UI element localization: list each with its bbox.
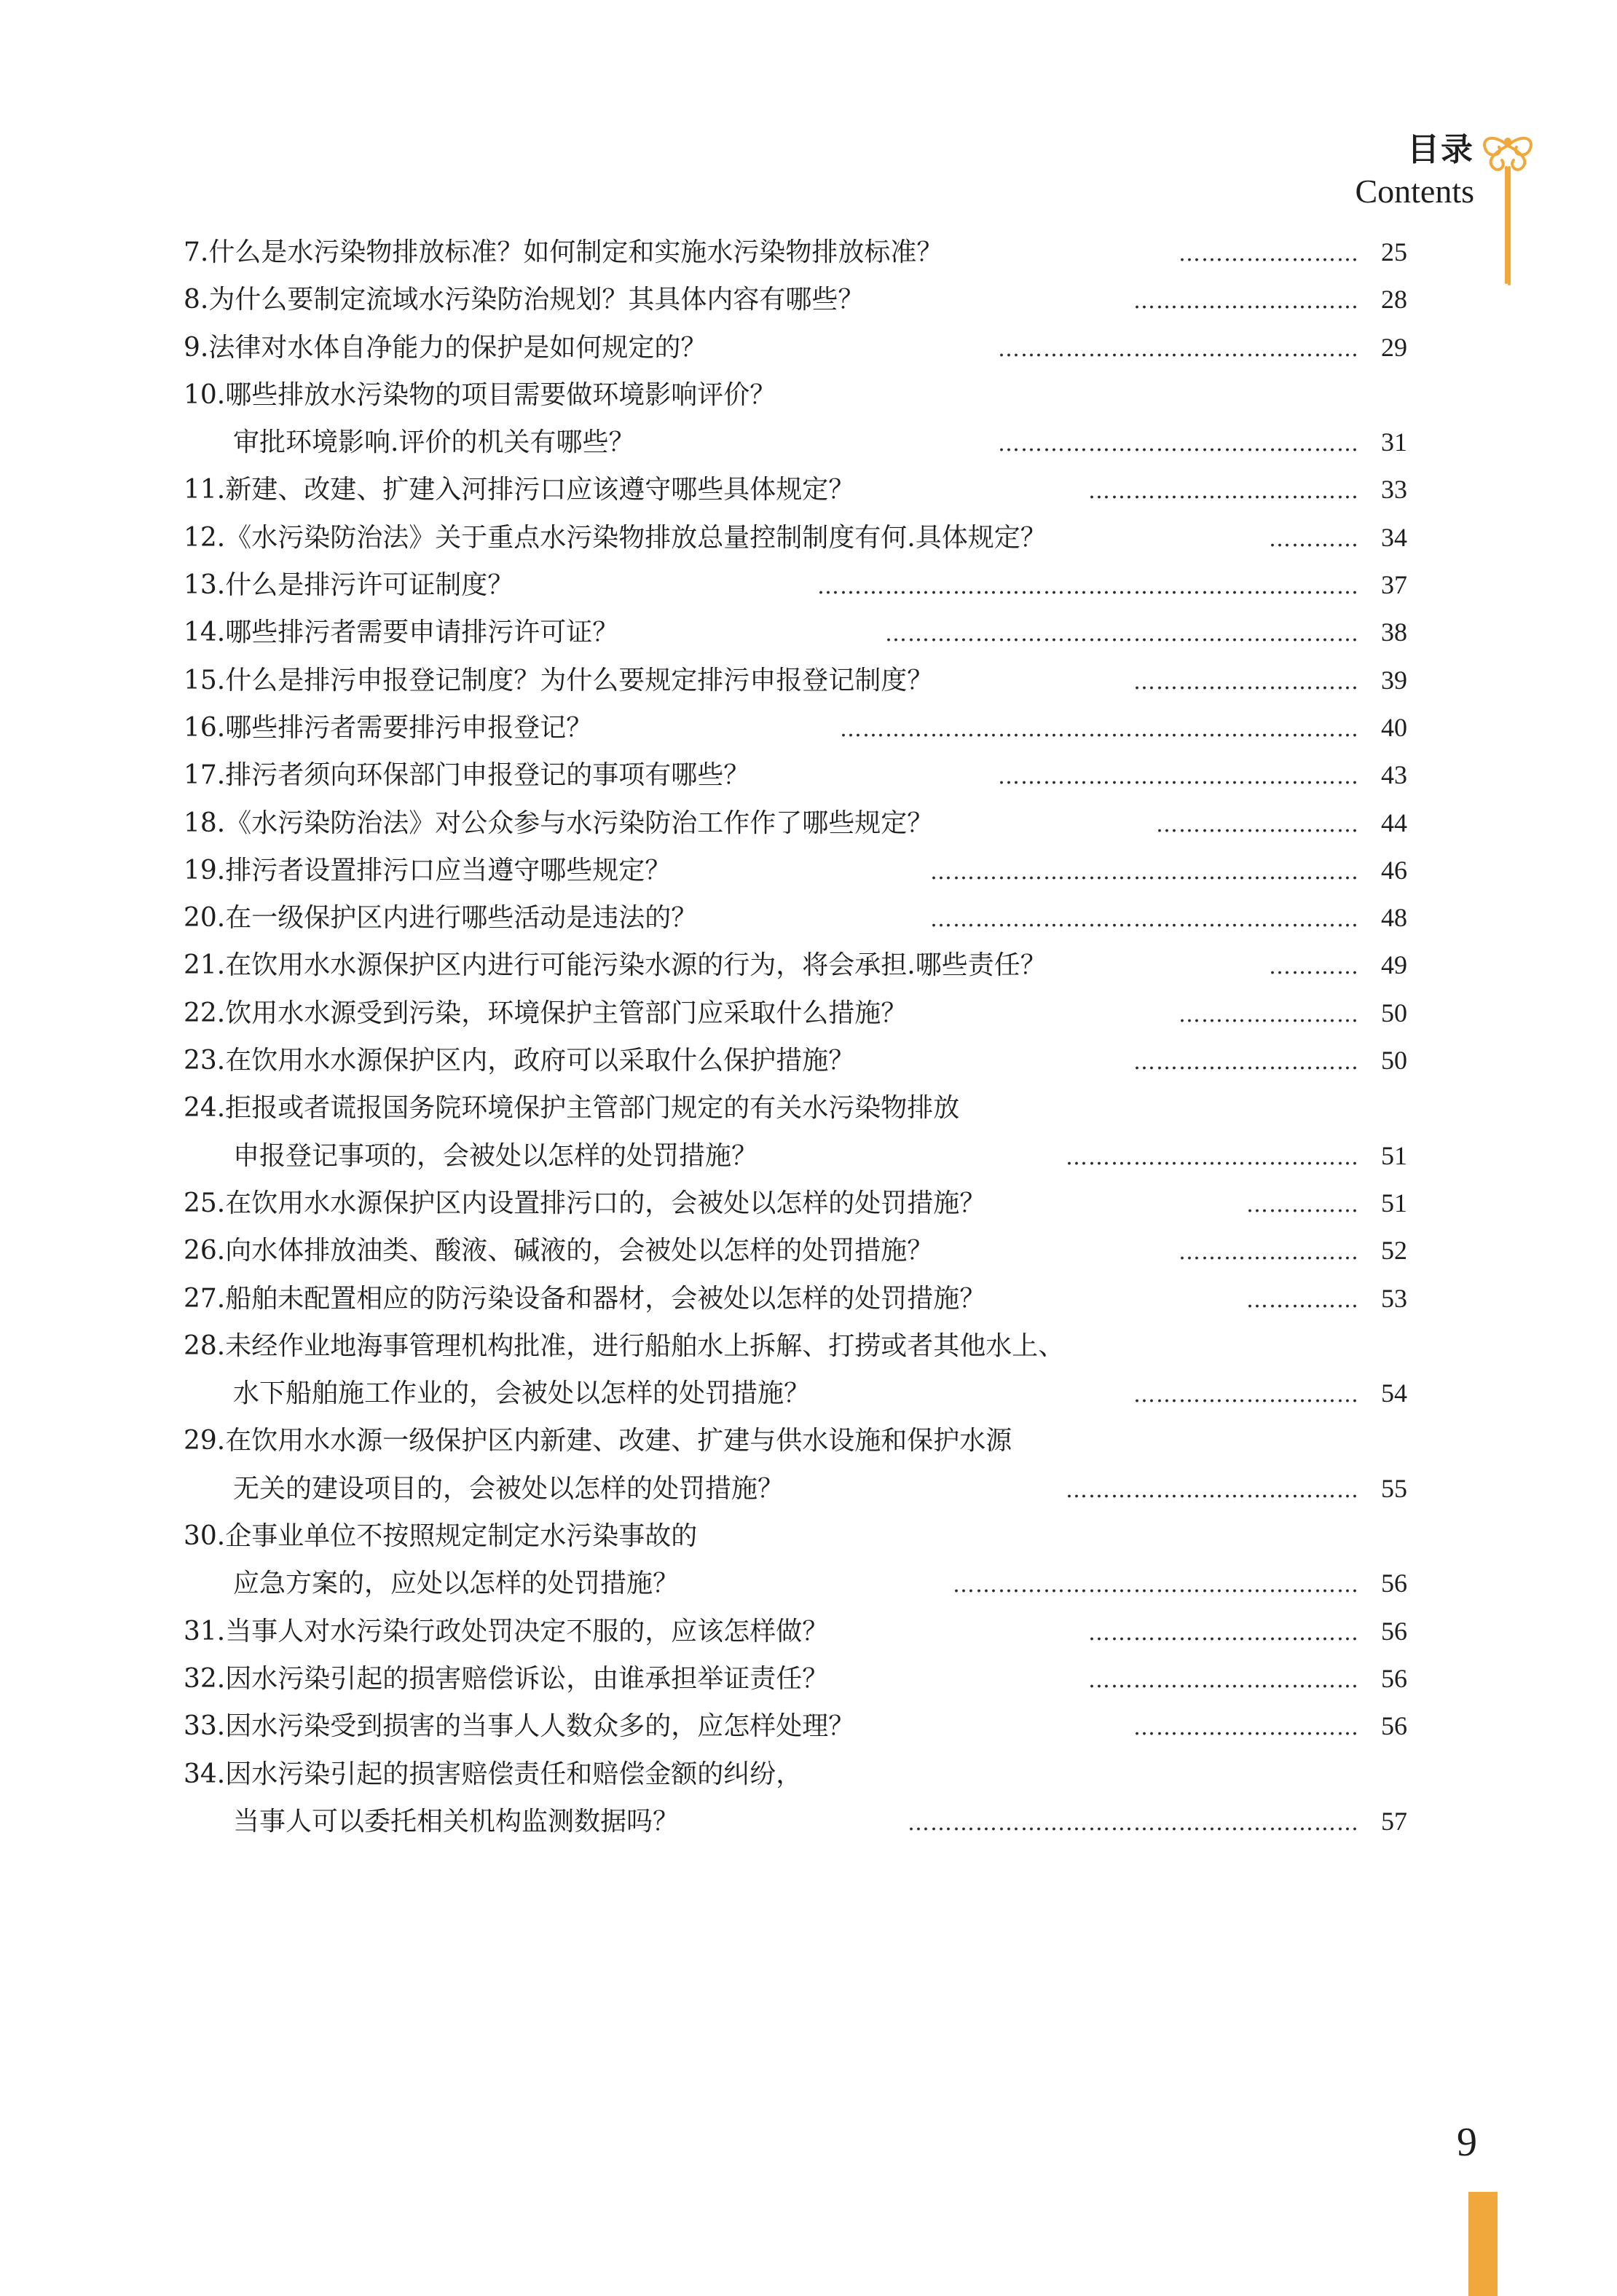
toc-leader: ……………………………………………… [953, 1572, 1359, 1598]
toc-leader: ………………………………… [1066, 1144, 1359, 1170]
toc-entry-text: 7.什么是水污染物排放标准？如何制定和实施水污染物排放标准？ [184, 237, 943, 267]
toc-leader: ………………………… [1133, 1382, 1359, 1408]
toc-entry-text: 22.饮用水水源受到污染，环境保护主管部门应采取什么措施？ [184, 998, 908, 1028]
toc-entry-text: 16.哪些排污者需要排污申报登记？ [184, 712, 593, 743]
toc-entry[interactable] [184, 1751, 1407, 1798]
toc-leader: ……………………………… [1088, 1667, 1359, 1693]
toc-entry-text: 12.《水污染防治法》关于重点水污染物排放总量控制制度有何.具体规定？ [184, 522, 1047, 553]
toc-leader: ………………………………………………… [930, 859, 1359, 885]
toc-leader: ……………………………………………………… [885, 621, 1359, 647]
page-title-cn: 目录 [1407, 131, 1474, 168]
toc-entry-text: 9.法律对水体自净能力的保护是如何规定的？ [184, 332, 707, 363]
toc-entry-text: 审批环境影响.评价的机关有哪些？ [233, 427, 635, 458]
toc-leader: ………… [1269, 954, 1359, 980]
toc-leader: …………………………………………………………… [840, 716, 1359, 742]
page-number: 9 [1457, 2120, 1477, 2165]
toc-page-number: 50 [1381, 1046, 1407, 1076]
toc-page-number: 28 [1381, 285, 1407, 315]
toc-entry-text: 25.在饮用水水源保护区内设置排污口的，会被处以怎样的处罚措施？ [184, 1188, 986, 1218]
toc-leader: ………………………………… [1066, 1477, 1359, 1503]
toc-entry-text: 23.在饮用水水源保护区内，政府可以采取什么保护措施？ [184, 1046, 855, 1076]
toc-entry-text: 14.哪些排污者需要申请排污许可证？ [184, 618, 619, 648]
toc-page-number: 56 [1381, 1616, 1407, 1646]
toc-entry-text: 无关的建设项目的，会被处以怎样的处罚措施？ [233, 1473, 784, 1504]
toc-entry[interactable] [184, 1227, 1407, 1274]
toc-leader: ………………………… [1133, 1049, 1359, 1076]
toc-entry-text: 21.在饮用水水源保护区内进行可能污染水源的行为，将会承担.哪些责任？ [184, 950, 1047, 981]
toc-entry-continuation[interactable] [184, 1465, 1407, 1512]
toc-leader: …………………… [1179, 241, 1359, 267]
toc-entry-text: 30.企事业单位不按照规定制定水污染事故的 [184, 1521, 698, 1552]
toc-page-number: 48 [1381, 903, 1407, 933]
toc-page-number: 49 [1381, 950, 1407, 980]
toc-entry-text: 28.未经作业地海事管理机构批准，进行船舶水上拆解、打捞或者其他水上、 [184, 1330, 1065, 1361]
toc-entry-continuation[interactable] [184, 1370, 1407, 1417]
toc-entry-text: 24.拒报或者谎报国务院环境保护主管部门规定的有关水污染物排放 [184, 1093, 960, 1124]
toc-entry[interactable] [184, 1180, 1407, 1227]
toc-entry-text: 32.因水污染引起的损害赔偿诉讼，由谁承担举证责任？ [184, 1663, 829, 1694]
toc-leader: ……………………… [1156, 811, 1359, 837]
toc-leader: ………… [1269, 526, 1359, 552]
toc-leader: …………… [1246, 1191, 1359, 1218]
toc-page-number: 37 [1381, 570, 1407, 600]
toc-entry-text: 应急方案的，应处以怎样的处罚措施？ [233, 1569, 680, 1599]
toc-entry-text: 10.哪些排放水污染物的项目需要做环境影响评价？ [184, 379, 776, 410]
toc-entry-text: 13.什么是排污许可证制度？ [184, 570, 514, 601]
toc-page-number: 53 [1381, 1283, 1407, 1313]
toc-entry[interactable] [184, 657, 1407, 704]
toc-leader: ………………………… [1133, 668, 1359, 695]
toc-entry[interactable] [184, 704, 1407, 751]
toc-entry-text: 26.向水体排放油类、酸液、碱液的，会被处以怎样的处罚措施？ [184, 1236, 934, 1266]
toc-leader: ……………………………… [1088, 1620, 1359, 1646]
toc-entry-text: 15.什么是排污申报登记制度？为什么要规定排污申报登记制度？ [184, 665, 934, 695]
toc-page-number: 46 [1381, 855, 1407, 885]
toc-page-number: 51 [1381, 1188, 1407, 1218]
toc-page-number: 39 [1381, 665, 1407, 695]
toc-entry[interactable] [184, 800, 1407, 847]
toc-entry[interactable] [184, 609, 1407, 656]
toc-entry[interactable] [184, 847, 1407, 894]
toc-leader: ………………………………………… [998, 336, 1359, 362]
toc-entry[interactable] [184, 1084, 1407, 1132]
toc-entry-continuation[interactable] [184, 1798, 1407, 1845]
toc-page-number: 50 [1381, 998, 1407, 1027]
toc-entry-text: 27.船舶未配置相应的防污染设备和器材，会被处以怎样的处罚措施？ [184, 1283, 986, 1314]
table-of-contents [184, 229, 1407, 1845]
toc-page-number: 54 [1381, 1378, 1407, 1408]
toc-page-number: 57 [1381, 1806, 1407, 1836]
toc-entry-text: 当事人可以委托相关机构监测数据吗？ [233, 1806, 680, 1837]
toc-entry[interactable] [184, 894, 1407, 942]
toc-page-number: 25 [1381, 237, 1407, 267]
toc-entry-continuation[interactable] [184, 419, 1407, 466]
page-edge-tab [1468, 2192, 1498, 2296]
toc-page-number: 33 [1381, 475, 1407, 505]
toc-entry-text: 申报登记事项的，会被处以怎样的处罚措施？ [233, 1140, 758, 1171]
toc-entry[interactable] [184, 1037, 1407, 1084]
toc-leader: ………………………… [1133, 1715, 1359, 1741]
toc-entry[interactable] [184, 1703, 1407, 1750]
toc-leader: ……………………………… [1088, 478, 1359, 505]
page-header [1355, 130, 1474, 213]
toc-entry-continuation[interactable] [184, 1560, 1407, 1607]
toc-page-number: 40 [1381, 712, 1407, 742]
toc-entry[interactable] [184, 561, 1407, 609]
toc-page-number: 38 [1381, 618, 1407, 647]
toc-entry-text: 31.当事人对水污染行政处罚决定不服的，应该怎样做？ [184, 1616, 829, 1646]
toc-page-number: 56 [1381, 1663, 1407, 1693]
toc-entry[interactable] [184, 1512, 1407, 1560]
toc-entry[interactable] [184, 990, 1407, 1037]
toc-page-number: 51 [1381, 1140, 1407, 1170]
toc-page-number: 29 [1381, 332, 1407, 362]
toc-entry-text: 20.在一级保护区内进行哪些活动是违法的？ [184, 903, 698, 934]
toc-entry-text: 29.在饮用水水源一级保护区内新建、改建、扩建与供水设施和保护水源 [184, 1426, 1012, 1456]
toc-page-number: 55 [1381, 1473, 1407, 1503]
toc-entry[interactable] [184, 1655, 1407, 1703]
toc-entry-text: 34.因水污染引起的损害赔偿责任和赔偿金额的纠纷， [184, 1759, 803, 1789]
toc-leader: ………………………………………………… [930, 907, 1359, 933]
toc-entry[interactable] [184, 1275, 1407, 1322]
toc-page-number: 44 [1381, 808, 1407, 837]
toc-leader: …………… [1246, 1287, 1359, 1313]
toc-entry-text: 18.《水污染防治法》对公众参与水污染防治工作作了哪些规定？ [184, 808, 934, 838]
toc-entry-text: 33.因水污染受到损害的当事人人数众多的，应怎样处理？ [184, 1711, 855, 1742]
toc-leader: …………………… [1179, 1001, 1359, 1027]
toc-entry-text: 11.新建、改建、扩建入河排污口应该遵守哪些具体规定？ [184, 475, 855, 505]
toc-entry[interactable] [184, 942, 1407, 989]
toc-entry[interactable] [184, 1608, 1407, 1655]
toc-entry-text: 17.排污者须向环保部门申报登记的事项有哪些？ [184, 760, 750, 791]
toc-entry[interactable] [184, 324, 1407, 371]
toc-page-number: 31 [1381, 427, 1407, 457]
toc-entry[interactable] [184, 1417, 1407, 1464]
toc-entry[interactable] [184, 1322, 1407, 1370]
toc-page-number: 52 [1381, 1236, 1407, 1266]
ornament-icon [1464, 117, 1551, 291]
toc-entry[interactable] [184, 751, 1407, 799]
toc-entry[interactable] [184, 229, 1407, 276]
toc-entry-text: 8.为什么要制定流域水污染防治规划？其具体内容有哪些？ [184, 285, 865, 315]
toc-leader: ………………………………………… [998, 431, 1359, 457]
toc-leader: …………………… [1179, 1239, 1359, 1266]
page-title-en: Contents [1355, 173, 1474, 210]
toc-page-number: 43 [1381, 760, 1407, 790]
toc-leader: …………………………………………………… [908, 1810, 1359, 1836]
toc-entry[interactable] [184, 371, 1407, 419]
toc-leader: ………………………… [1133, 288, 1359, 315]
toc-entry[interactable] [184, 276, 1407, 323]
toc-leader: ………………………………………… [998, 764, 1359, 790]
toc-page-number: 56 [1381, 1569, 1407, 1598]
toc-entry[interactable] [184, 466, 1407, 513]
toc-page-number: 56 [1381, 1711, 1407, 1741]
toc-entry-text: 19.排污者设置排污口应当遵守哪些规定？ [184, 855, 672, 885]
toc-entry-continuation[interactable] [184, 1132, 1407, 1180]
toc-entry-text: 水下船舶施工作业的，会被处以怎样的处罚措施？ [233, 1378, 811, 1409]
toc-page-number: 34 [1381, 522, 1407, 552]
toc-entry[interactable] [184, 514, 1407, 561]
toc-leader: ……………………………………………………………… [817, 574, 1359, 600]
